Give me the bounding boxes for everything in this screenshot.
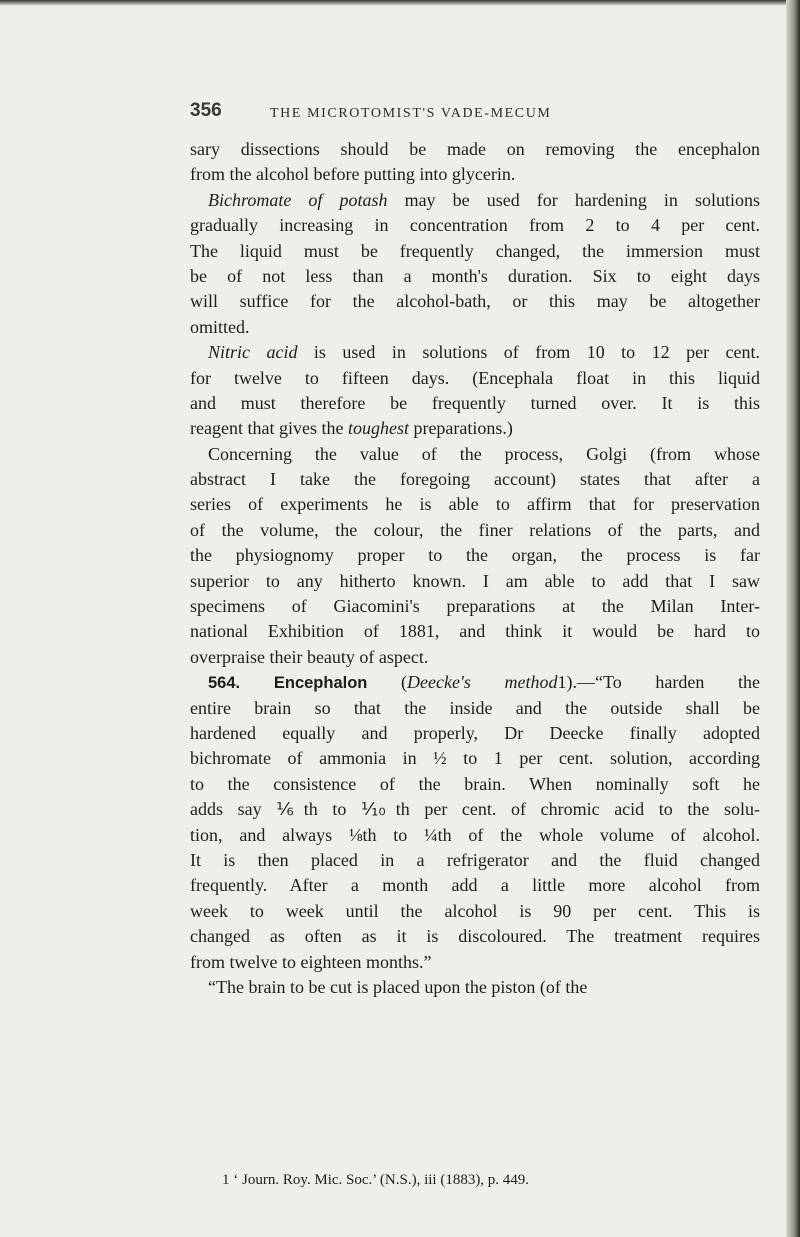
text-run: the physiognomy proper to the organ, the process is far <box>190 545 760 566</box>
text-run: for twelve to fifteen days. (Encephala float in this liquid <box>190 367 760 388</box>
text-line <box>190 289 760 314</box>
text-line <box>190 391 760 416</box>
text-run: gradually increasing in concentration from 2 to 4 per cent. <box>190 215 760 236</box>
text-run: “The brain to be cut is placed upon the piston (of the <box>208 976 588 997</box>
text-line <box>190 239 760 264</box>
footnote: 1 ‘ Journ. Roy. Mic. Soc.’ (N.S.), iii (1883), p. 449. <box>222 1172 530 1188</box>
text-run: series of experiments he is able to affirm that for preservation <box>190 494 760 515</box>
text-run: be of not less than a month's duration. Six to eight days <box>190 265 760 286</box>
text-line <box>190 848 760 873</box>
text-run: overpraise their beauty of aspect. <box>190 646 429 667</box>
text-run: changed as often as it is discoloured. The treatment requires <box>190 926 760 947</box>
text-run: entire brain so that the inside and the outside shall be <box>190 697 760 718</box>
section-heading: 564. Encephalon <box>208 674 368 693</box>
text-run: sary dissections should be made on removing the encephalon <box>190 139 760 159</box>
text-run: It is then placed in a refrigerator and the fluid changed <box>190 849 760 870</box>
text-line <box>190 696 760 721</box>
text-run: from the alcohol before putting into glycerin. <box>190 164 516 185</box>
text-run: ( <box>367 672 408 693</box>
text-line <box>190 797 760 822</box>
text-line <box>190 366 760 391</box>
text-run: preparations.) <box>408 418 513 439</box>
text-run: Concerning the value of the process, Golgi (from whose <box>208 443 760 464</box>
text-line <box>190 619 760 644</box>
text-run: tion, and always ⅛th to ¼th of the whole volume of alcohol. <box>190 824 760 845</box>
text-run: frequently. After a month add a little more alcohol from <box>190 875 760 896</box>
text-line <box>190 823 760 848</box>
text-line <box>190 645 760 670</box>
text-run: of the volume, the colour, the finer relations of the parts, and <box>190 519 760 540</box>
text-run: week to week until the alcohol is 90 per cent. This is <box>190 900 760 921</box>
text-line <box>190 975 760 1000</box>
text-run: specimens of Giacomini's preparations at the Milan Inter- <box>190 596 760 617</box>
text-line <box>190 137 760 162</box>
italic-run: Nitric acid <box>208 342 298 363</box>
text-line <box>190 594 760 619</box>
text-line <box>190 315 760 340</box>
text-line <box>190 213 760 238</box>
text-line <box>190 543 760 568</box>
text-line <box>190 162 760 187</box>
text-run: bichromate of ammonia in ½ to 1 per cent. solution, according <box>190 748 760 769</box>
text-run: omitted. <box>190 316 250 337</box>
text-line <box>190 670 760 695</box>
italic-run: toughest <box>347 418 409 439</box>
text-line <box>190 569 760 594</box>
text-line <box>190 264 760 289</box>
running-title: THE MICROTOMIST'S VADE-MECUM <box>270 106 552 121</box>
text-run: may be used for hardening in solutions <box>387 189 760 210</box>
text-line <box>190 492 760 517</box>
text-run: 1).—“To harden the <box>557 672 760 693</box>
italic-run: Bichromate of potash <box>208 189 388 210</box>
text-line <box>190 416 760 441</box>
text-line <box>190 899 760 924</box>
text-run: and must therefore be frequently turned over. It is this <box>190 392 760 413</box>
text-run: abstract I take the foregoing account) states that after a <box>190 469 760 490</box>
text-line <box>190 518 760 543</box>
text-run: reagent that gives the <box>190 418 348 439</box>
text-line <box>190 188 760 213</box>
text-run: hardened equally and properly, Dr Deecke finally adopted <box>190 722 760 743</box>
page-right-edge <box>786 0 800 1237</box>
page-top-edge <box>0 0 800 6</box>
text-run: will suffice for the alcohol-bath, or this may be altogether <box>190 291 760 312</box>
text-run: superior to any hitherto known. I am able to add that I saw <box>190 570 760 591</box>
text-line <box>190 340 760 365</box>
text-run: from twelve to eighteen months.” <box>190 951 432 972</box>
text-run: The liquid must be frequently changed, the immersion must <box>190 240 760 261</box>
text-line <box>190 873 760 898</box>
text-run: to the consistence of the brain. When nominally soft he <box>190 773 760 794</box>
running-header <box>190 100 750 130</box>
text-line <box>190 721 760 746</box>
text-run: is used in solutions of from 10 to 12 per cent. <box>297 342 760 363</box>
text-line <box>190 467 760 492</box>
text-line <box>190 746 760 771</box>
page-number: 356 <box>190 100 222 121</box>
text-line <box>190 772 760 797</box>
italic-run: Deecke's method <box>407 672 558 693</box>
text-line <box>190 442 760 467</box>
text-run: adds say ⅙th to ⅒th per cent. of chromic acid to the solu- <box>190 799 760 820</box>
body-text <box>190 137 760 1000</box>
text-line <box>190 924 760 949</box>
text-run: national Exhibition of 1881, and think it would be hard to <box>190 621 760 642</box>
text-line <box>190 950 760 975</box>
